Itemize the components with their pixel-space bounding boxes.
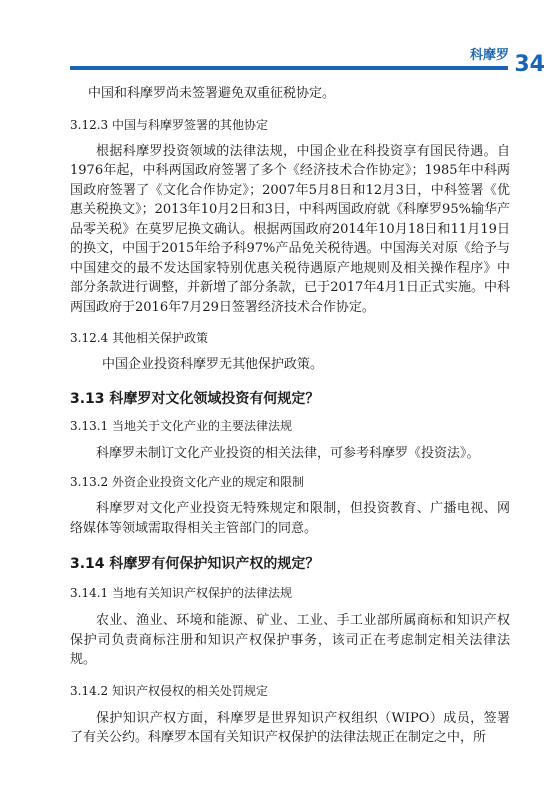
header-country: 科摩罗 bbox=[469, 48, 509, 63]
paragraph-3-13-2: 科摩罗对文化产业投资无特殊规定和限制，但投资教育、广播电视、网络媒体等领域需取得相关主管部门的同意。 bbox=[70, 501, 510, 536]
paragraph-3-12-3: 根据科摩罗投资领域的法律法规，中国企业在科投资享有国民待遇。自1976年起，中科两国政府签署了多个《经济技术合作协定》；1985年中科两国政府签署了《文化合作协定》；2007年5月8日和12月3日，中科签署《优惠关税换文》；2013年10月2日和3日，中科两国政府就《科摩罗95%输华产品零关税》在莫罗尼换文确认。根据两国政府2014年10月18日和11月19日的换文，中国于2015年给予科97%产品免关税待遇。中国海关对原《给予与中国建交的最不发达国家特别优惠关税待遇原产地规则及相关操作程序》中部分条款进行调整，并新增了部分条款，已于2017年4月1日正式实施。中科两国政府于2016年7月29日签署经济技术合作协定。 bbox=[70, 143, 510, 315]
paragraph-intro: 中国和科摩罗尚未签署避免双重征税协定。 bbox=[88, 86, 336, 101]
heading-3-13-1: 3.13.1 当地关于文化产业的主要法律法规 bbox=[70, 418, 292, 433]
heading-3-13: 3.13 科摩罗对文化领域投资有何规定？ bbox=[70, 390, 320, 407]
header-rule bbox=[70, 66, 508, 70]
paragraph-3-14-2: 保护知识产权方面，科摩罗是世界知识产权组织（WIPO）成员，签署了有关公约。科摩罗本国有关知识产权保护的法律法规正在制定之中，所 bbox=[70, 710, 510, 745]
heading-3-14-2: 3.14.2 知识产权侵权的相关处罚规定 bbox=[70, 683, 268, 698]
heading-3-12-3: 3.12.3 中国与科摩罗签署的其他协定 bbox=[70, 117, 268, 132]
paragraph-3-12-4: 中国企业投资科摩罗无其他保护政策。 bbox=[102, 357, 324, 372]
heading-3-14-1: 3.14.1 当地有关知识产权保护的法律法规 bbox=[70, 586, 292, 600]
heading-3-13-2: 3.13.2 外资企业投资文化产业的规定和限制 bbox=[70, 475, 304, 489]
paragraph-3-13-1: 科摩罗未制订文化产业投资的相关法律，可参考科摩罗《投资法》。 bbox=[96, 445, 480, 461]
heading-3-14: 3.14 科摩罗有何保护知识产权的规定？ bbox=[70, 556, 320, 572]
heading-3-12-4: 3.12.4 其他相关保护政策 bbox=[70, 331, 208, 345]
paragraph-3-14-1: 农业、渔业、环境和能源、矿业、工业、手工业部所属商标和知识产权保护司负责商标注册和知识产权保护事务，该司正在考虑制定相关法律法规。 bbox=[70, 613, 510, 667]
page-body bbox=[0, 80, 559, 748]
page-number: 34 bbox=[514, 52, 545, 77]
